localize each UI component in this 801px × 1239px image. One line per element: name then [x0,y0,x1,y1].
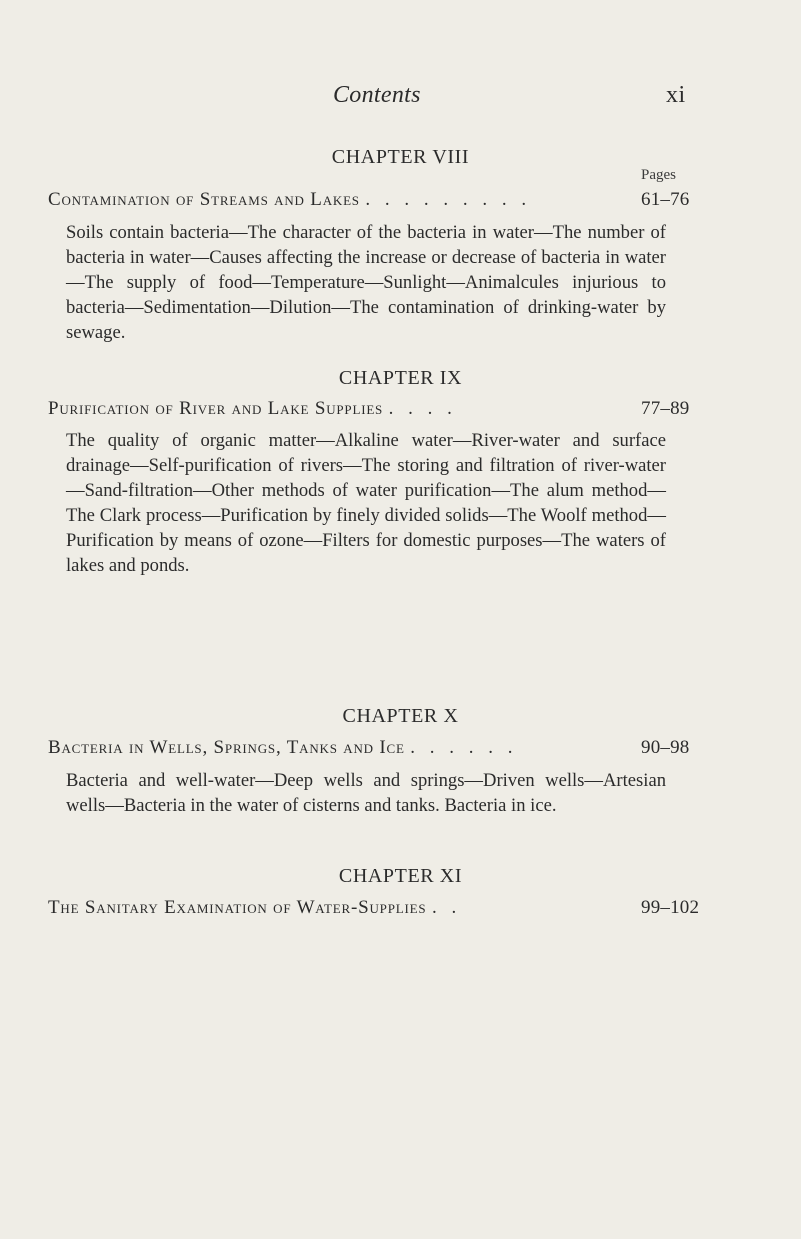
page-number: xi [666,82,686,108]
chapter-page-range: 99–102 [641,897,700,918]
chapter-synopsis: Bacteria and well-water—Deep wells and springs—Driven wells—Artesian wells—Bacteria in the water of cisterns and tanks. Bacteria in ice. [66,770,666,816]
running-head: Contents [333,82,421,108]
chapter-heading: CHAPTER VIII [331,146,470,168]
chapter-title-text: Purification of River and Lake Supplies [48,398,384,419]
chapter-page-range: 90–98 [641,737,690,758]
chapter-title [48,189,531,211]
leader-dots: . . . . [388,398,457,419]
chapter-synopsis: Soils contain bacteria—The character of the bacteria in water—The number of bacteria in water—Causes affecting the increase or decrease of bacteria in water—The supply of food—Temperature—Sunlight—Animalcules injurious to bacteria—Sedimentation—Dilution—The contamination of drinking-water by sewage. [66,222,666,343]
chapter-title-text: Contamination of Streams and Lakes [48,189,360,210]
pages-column-label: Pages [641,167,676,183]
chapter-title-text: The Sanitary Examination of Water-Supplies [48,897,427,918]
chapter-page-range: 77–89 [641,398,690,419]
chapter-heading: CHAPTER XI [338,865,463,887]
chapter-title [48,897,461,919]
chapter-heading: CHAPTER IX [338,367,463,389]
leader-dots: . . [431,897,462,918]
leader-dots: . . . . . . . . . [365,189,532,210]
chapter-title-text: Bacteria in Wells, Springs, Tanks and Ice [48,737,405,758]
chapter-title [48,398,457,420]
leader-dots: . . . . . . [410,737,518,758]
chapter-synopsis: The quality of organic matter—Alkaline water—River-water and surface drainage—Self-purification of rivers—The storing and filtration of river-water—Sand-filtration—Other methods of water purification—The alum method—The Clark process—Purification by finely divided solids—The Woolf method—Purification by means of ozone—Filters for domestic purposes—The waters of lakes and ponds. [66,430,666,576]
chapter-page-range: 61–76 [641,189,690,210]
chapter-heading: CHAPTER X [342,705,459,727]
chapter-title [48,737,518,759]
